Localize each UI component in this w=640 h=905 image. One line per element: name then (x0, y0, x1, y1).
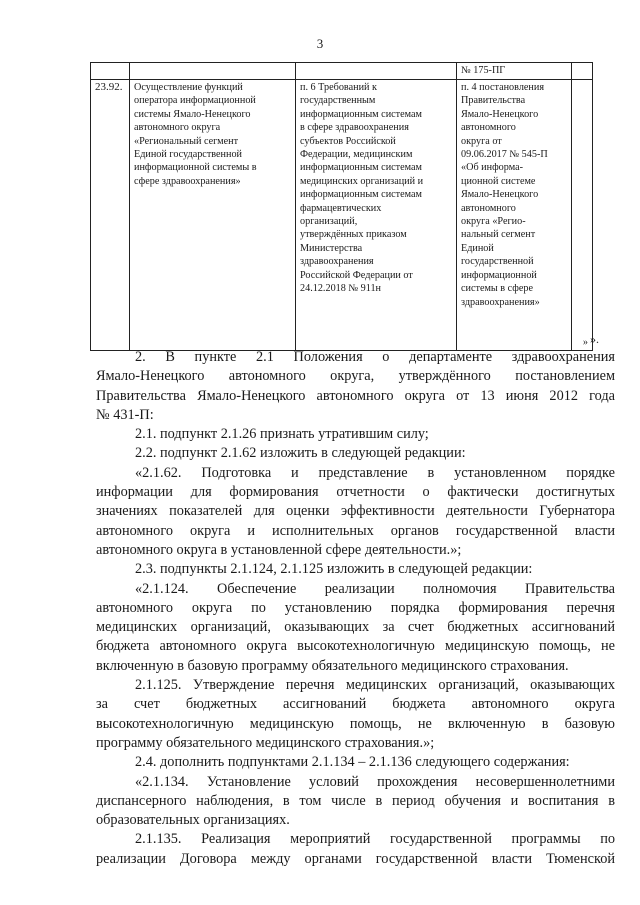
basis-cell (296, 80, 457, 351)
cell-line: п. 6 Требований к (300, 82, 377, 93)
paragraph-line: Ямало-Ненецкого автономного округа, утверждённого постановлением (96, 368, 615, 385)
paragraph-line: «2.1.124. Обеспечение реализации полномочия Правительства (135, 580, 615, 597)
table-closing-mark: ». (590, 332, 599, 346)
cell-line: фармацевтических (300, 202, 382, 214)
paragraph-line: значениях показателей для оценки эффективности деятельности Губернатора (96, 503, 615, 520)
cell-line: округа от (461, 135, 502, 147)
row-number: 23.92. (91, 80, 130, 351)
paragraph-line: 2.1. подпункт 2.1.26 признать утратившим силу; (135, 426, 429, 443)
cell-line: Министерства (300, 242, 363, 254)
paragraph-line: автономного округа и исполнительных органов государственной власти (96, 522, 615, 539)
paragraph-line: 2.3. подпункты 2.1.124, 2.1.125 изложить в следующей редакции: (135, 561, 533, 578)
cell-line: Единой (461, 242, 494, 254)
paragraph-line: информации для формирования отчетности о фактически достигнутых (96, 484, 615, 501)
table-row (91, 80, 593, 351)
paragraph-line: за счет бюджетных ассигнований бюджета автономного округа (96, 696, 615, 713)
cell-line: автономного (461, 122, 516, 134)
cell-line: оператора информационной (134, 95, 256, 107)
cell-line: Правительства (461, 95, 526, 107)
cell-line: медицинских организаций и (300, 175, 424, 187)
cell-line: автономного округа (134, 122, 221, 134)
cell-line: субъектов Российской (300, 135, 396, 147)
cell-line: информационной (461, 269, 537, 281)
cell-line: системы Ямало-Ненецкого (134, 108, 251, 120)
cell-line: автономного (461, 202, 516, 214)
cell-line: государственной (461, 256, 534, 268)
paragraph-line: 2. В пункте 2.1 Положения о департаменте здравоохранения (135, 349, 615, 365)
paragraph-line: программу обязательного медицинского страхования.»; (96, 734, 435, 751)
cell-line: здравоохранения (300, 256, 374, 268)
cell-line: округа «Регио- (461, 216, 526, 228)
document-body (96, 348, 615, 869)
cell-line: нальный сегмент (461, 229, 536, 241)
cell-line: информационным системам (300, 189, 422, 201)
paragraph-line: № 431-П: (96, 406, 154, 423)
document-cell (457, 80, 572, 351)
paragraph-line: 2.2. подпункт 2.1.62 изложить в следующей редакции: (135, 445, 466, 462)
paragraph-line: 2.1.135. Реализация мероприятий государственной программы по (135, 831, 615, 848)
paragraph-line: включенную в базовую программу обязательного медицинского страхования. (96, 657, 569, 674)
paragraph-line: «2.1.134. Установление условий прохождения несовершеннолетними (135, 773, 615, 790)
cell-line: Федерации, медицинским (300, 149, 413, 161)
page-number: 3 (316, 36, 324, 51)
cell-line: системы в сфере (461, 283, 534, 295)
cell-line: сфере здравоохранения» (134, 175, 241, 187)
paragraph-line: медицинских организаций, оказывающих за счет бюджетных ассигнований (96, 619, 615, 636)
cell-line: Ямало-Ненецкого (461, 108, 539, 120)
paragraph-line: Правительства Ямало-Ненецкого автономного округа от 13 июня 2012 года (96, 387, 615, 404)
cell-line: организаций, (300, 216, 358, 228)
paragraph-line: автономного округа по установлению порядка формирования перечня (96, 599, 615, 616)
cell-line: 24.12.2018 № 911н (300, 283, 382, 295)
paragraph-line: бюджета автономного округа высокотехнологичную медицинскую помощь, не (96, 638, 615, 655)
paragraph-line: «2.1.62. Подготовка и представление в установленном порядке (135, 464, 615, 481)
amendment-table (90, 62, 593, 351)
cell-line: Ямало-Ненецкого (461, 189, 539, 201)
cell-line: информационным системам (300, 108, 422, 120)
paragraph-line: автономного округа в установленной сфере деятельности.»; (96, 541, 462, 558)
paragraph-line: 2.1.125. Утверждение перечня медицинских организаций, оказывающих (135, 677, 615, 694)
paragraph-line: образовательных организациях. (96, 812, 290, 829)
cell-line: информационным системам (300, 162, 422, 174)
top-row-doc-cell: № 175-ПГ (457, 63, 572, 80)
cell-line: информационной системы в (134, 162, 257, 174)
cell-line: здравоохранения» (461, 296, 540, 308)
paragraph-line: высокотехнологичную медицинскую помощь, не включенную в базовую (96, 715, 615, 732)
cell-line: «Региональный сегмент (134, 135, 239, 147)
paragraph-line: диспансерного наблюдения, в том числе в период обучения и воспитания в (96, 792, 615, 809)
cell-line: ционной системе (461, 175, 536, 187)
table-row (91, 63, 593, 80)
function-cell (130, 80, 296, 351)
cell-line: в сфере здравоохранения (300, 122, 409, 134)
paragraph-line: 2.4. дополнить подпунктами 2.1.134 – 2.1.136 следующего содержания: (135, 754, 570, 771)
cell-line: п. 4 постановления (461, 82, 545, 93)
paragraph-line: реализации Договора между органами государственной власти Тюменской (96, 850, 615, 867)
cell-line: Российской Федерации от (300, 269, 413, 281)
closing-quote-end: » (582, 337, 588, 348)
cell-line: утверждённых приказом (300, 229, 407, 241)
cell-line: Единой государственной (134, 149, 243, 161)
cell-line: Осуществление функций (134, 82, 243, 93)
cell-line: «Об информа- (461, 162, 524, 174)
cell-line: государственным (300, 95, 376, 107)
cell-line: 09.06.2017 № 545-П (461, 149, 548, 161)
